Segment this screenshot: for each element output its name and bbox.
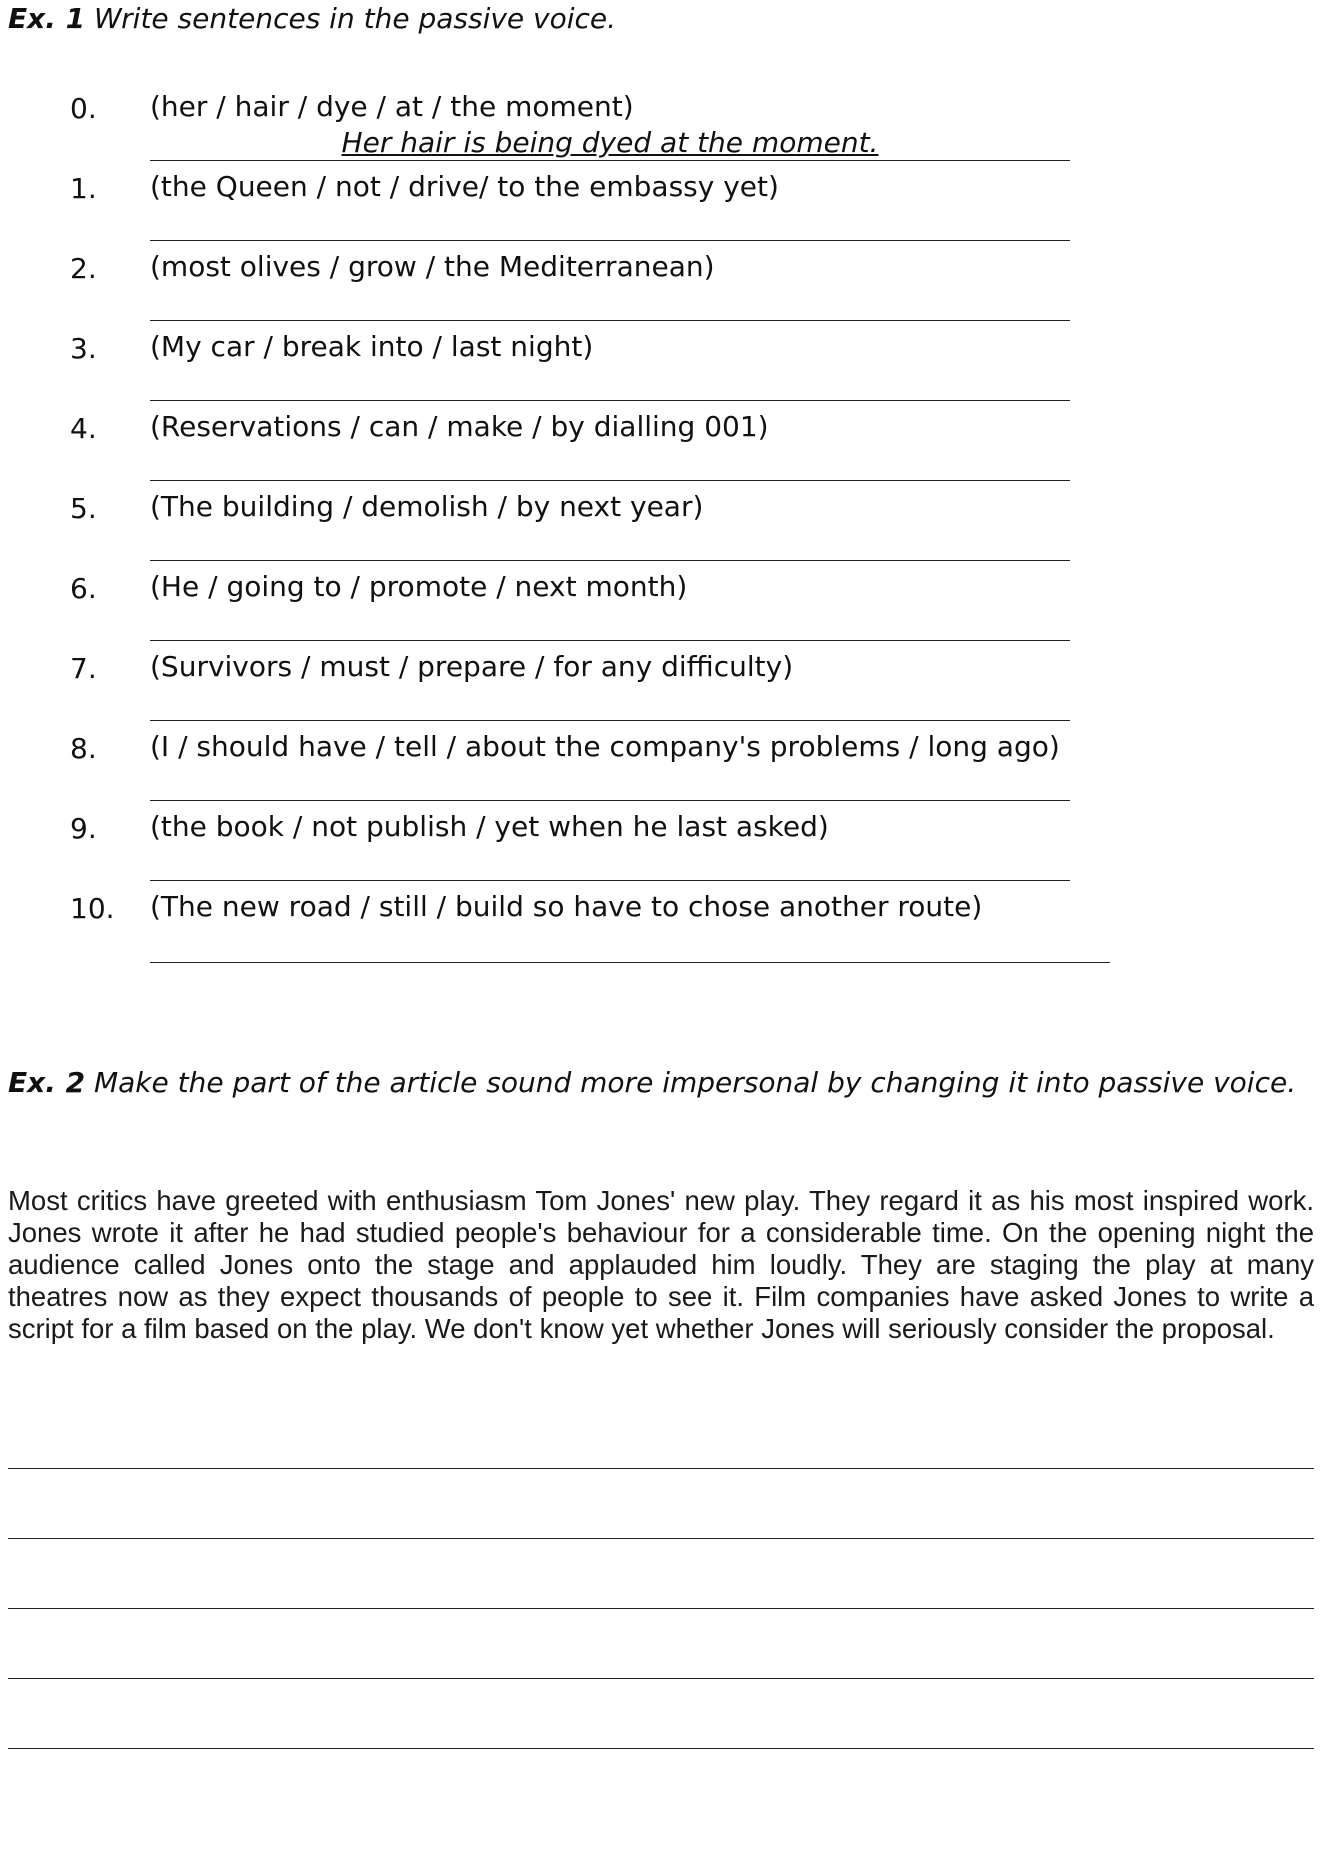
item-number: 9. bbox=[70, 812, 97, 845]
item-prompt: (The new road / still / build so have to chose another route) bbox=[150, 890, 983, 923]
item-prompt: (My car / break into / last night) bbox=[150, 330, 594, 363]
item-number: 7. bbox=[70, 652, 97, 685]
answer-line[interactable] bbox=[150, 640, 1070, 641]
item-prompt: (the Queen / not / drive/ to the embassy yet) bbox=[150, 170, 779, 203]
item-number: 6. bbox=[70, 572, 97, 605]
item-prompt: (most olives / grow / the Mediterranean) bbox=[150, 250, 715, 283]
article-paragraph: Most critics have greeted with enthusiasm Tom Jones' new play. They regard it as his most inspired work. Jones wrote it after he had studied people's behaviour for a considerable time. On the opening night the audience called Jones onto the stage and applauded him loudly. They are staging the play at many theatres now as they expect thousands of people to see it. Film companies have asked Jones to write a script for a film based on the play. We don't know yet whether Jones will seriously consider the proposal. bbox=[8, 1185, 1314, 1344]
ex2-instruction: Make the part of the article sound more impersonal by changing it into passive voice. bbox=[93, 1066, 1297, 1099]
item-number: 8. bbox=[70, 732, 97, 765]
item-prompt: (the book / not publish / yet when he last asked) bbox=[150, 810, 829, 843]
item-prompt: (I / should have / tell / about the company's problems / long ago) bbox=[150, 730, 1060, 763]
ex2-label: Ex. 2 bbox=[8, 1066, 86, 1099]
item-number: 0. bbox=[70, 92, 97, 125]
writing-line[interactable] bbox=[8, 1538, 1314, 1539]
item-number: 10. bbox=[70, 892, 115, 925]
item-number: 2. bbox=[70, 252, 97, 285]
ex1-heading bbox=[8, 2, 616, 36]
answer-line[interactable] bbox=[150, 160, 1070, 161]
writing-line[interactable] bbox=[8, 1748, 1314, 1749]
ex1-label: Ex. 1 bbox=[8, 2, 86, 35]
item-prompt: (her / hair / dye / at / the moment) bbox=[150, 90, 634, 123]
answer-line[interactable] bbox=[150, 480, 1070, 481]
item-prompt: (He / going to / promote / next month) bbox=[150, 570, 688, 603]
writing-line[interactable] bbox=[8, 1608, 1314, 1609]
item-number: 1. bbox=[70, 172, 97, 205]
answer-line[interactable] bbox=[150, 320, 1070, 321]
item-number: 5. bbox=[70, 492, 97, 525]
answer-line[interactable] bbox=[150, 962, 1110, 963]
item-prompt: (The building / demolish / by next year) bbox=[150, 490, 704, 523]
item-number: 4. bbox=[70, 412, 97, 445]
ex2-heading bbox=[8, 1066, 1298, 1100]
writing-line[interactable] bbox=[8, 1678, 1314, 1679]
writing-line[interactable] bbox=[8, 1468, 1314, 1469]
answer-line[interactable] bbox=[150, 800, 1070, 801]
item-number: 3. bbox=[70, 332, 97, 365]
item-prompt: (Survivors / must / prepare / for any difficulty) bbox=[150, 650, 794, 683]
item-prompt: (Reservations / can / make / by dialling 001) bbox=[150, 410, 769, 443]
answer-line[interactable] bbox=[150, 560, 1070, 561]
ex1-instruction: Write sentences in the passive voice. bbox=[93, 2, 617, 35]
answer-line[interactable] bbox=[150, 880, 1070, 881]
answer-line[interactable] bbox=[150, 400, 1070, 401]
answer-line[interactable] bbox=[150, 240, 1070, 241]
answer-line[interactable] bbox=[150, 720, 1070, 721]
example-answer: Her hair is being dyed at the moment. bbox=[341, 126, 879, 159]
